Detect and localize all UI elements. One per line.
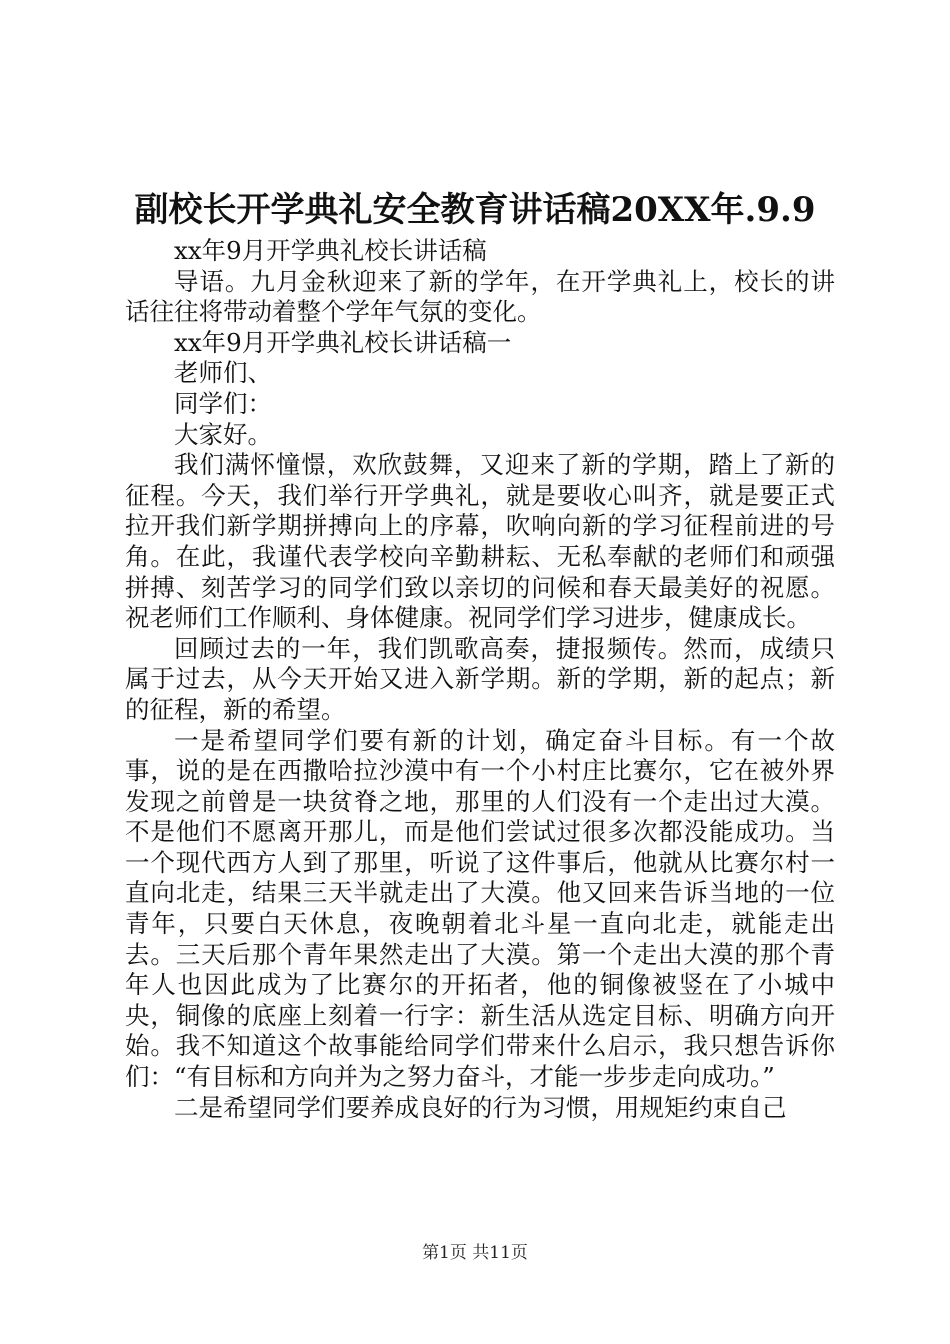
paragraph: 老师们、 [174,358,272,388]
paragraph: 同学们： [174,388,272,418]
paragraph: xx年9月开学典礼校长讲话稿一 [174,327,512,357]
paragraph: 我们满怀憧憬，欢欣鼓舞，又迎来了新的学期，踏上了新的征程。今天，我们举行开学典礼，就是要收心叫齐，就是要正式拉开我们新学期拼搏向上的序幕，吹响向新的学习征程前进的号角。在此，我谨代表学校向辛勤耕耘、无私奉献的老师们和顽强拼搏、刻苦学习的同学们致以亲切的问候和春天最美好的祝愿。祝老师们工作顺利、身体健康。祝同学们学习进步，健康成长。 [125,450,835,633]
document-title: 副校长开学典礼安全教育讲话稿20XX年.9.9 [134,190,816,230]
paragraph: 导语。九月金秋迎来了新的学年，在开学典礼上，校长的讲话往往将带动着整个学年气氛的变化。 [125,266,835,327]
paragraph: 大家好。 [174,419,272,449]
paragraph: 二是希望同学们要养成良好的行为习惯，用规矩约束自己 [174,1092,787,1122]
paragraph: 一是希望同学们要有新的计划，确定奋斗目标。有一个故事，说的是在西撒哈拉沙漠中有一个小村庄比赛尔，它在被外界发现之前曾是一块贫脊之地，那里的人们没有一个走出过大漠。不是他们不愿离开那儿，而是他们尝试过很多次都没能成功。当一个现代西方人到了那里，听说了这件事后，他就从比赛尔村一直向北走，结果三天半就走出了大漠。他又回来告诉当地的一位青年，只要白天休息，夜晚朝着北斗星一直向北走，就能走出去。三天后那个青年果然走出了大漠。第一个走出大漠的那个青年人也因此成为了比赛尔的开拓者，他的铜像被竖在了小城中央，铜像的底座上刻着一行字：新生活从选定目标、明确方向开始。我不知道这个故事能给同学们带来什么启示，我只想告诉你们：“有目标和方向并为之努力奋斗，才能一步步走向成功。” [125,725,835,1092]
paragraph: 回顾过去的一年，我们凯歌高奏，捷报频传。然而，成绩只属于过去，从今天开始又进入新学期。新的学期，新的起点；新的征程，新的希望。 [125,633,835,724]
paragraph: xx年9月开学典礼校长讲话稿 [174,236,487,265]
document-body [125,236,835,1123]
page-footer: 第1页 共11页 [422,1243,528,1263]
